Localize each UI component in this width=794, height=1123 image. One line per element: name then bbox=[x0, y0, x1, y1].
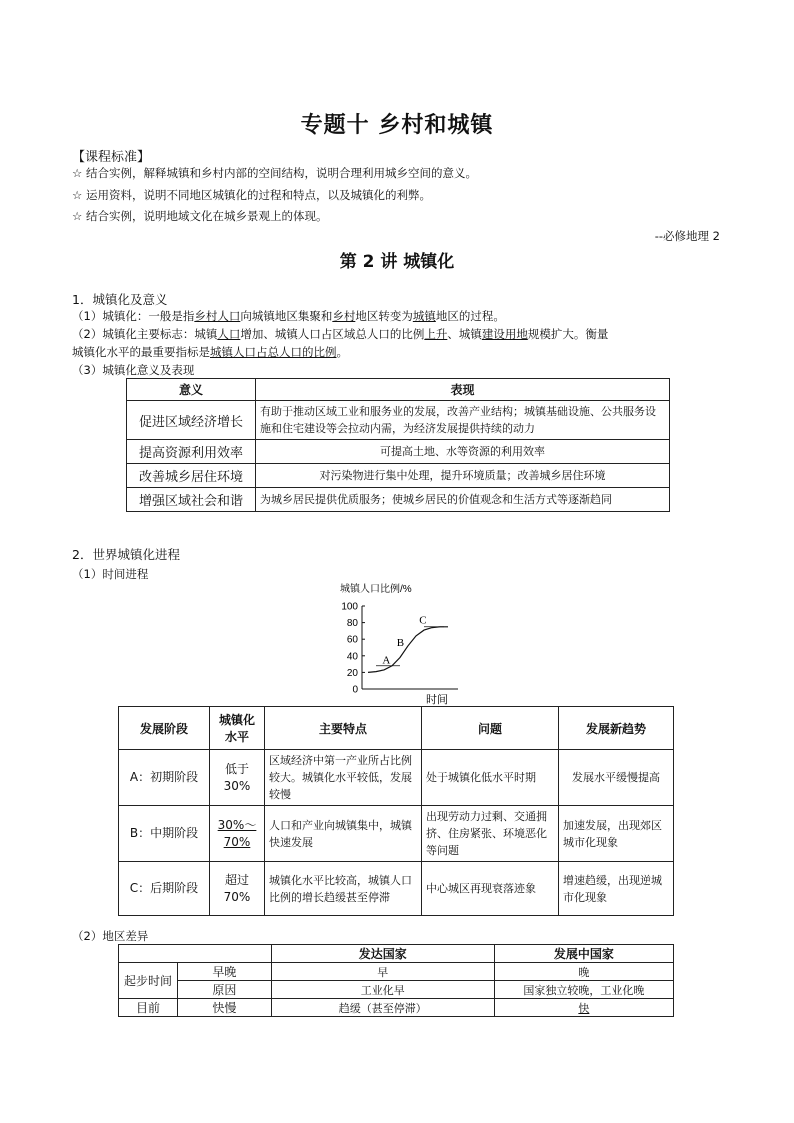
table-cell: 早 bbox=[271, 963, 494, 981]
lecture-title: 第 2 讲 城镇化 bbox=[339, 252, 455, 272]
table-cell: 工业化早 bbox=[271, 981, 494, 999]
reference-note: --必修地理 2 bbox=[654, 229, 720, 243]
table-row bbox=[119, 806, 674, 862]
subsection-heading: （3）城镇化意义及表现 bbox=[72, 363, 195, 377]
y-tick-label: 60 bbox=[346, 634, 358, 646]
indicator-line-2 bbox=[72, 343, 348, 361]
table-row bbox=[119, 999, 674, 1017]
table-header: 意义 bbox=[127, 379, 256, 401]
table-cell: 国家独立较晚，工业化晚 bbox=[494, 981, 673, 999]
keyword: 乡村 bbox=[332, 309, 356, 323]
table-cell: 处于城镇化低水平时期 bbox=[422, 750, 559, 806]
text: 、城镇 bbox=[447, 327, 482, 341]
table-header: 主要特点 bbox=[265, 707, 422, 750]
indicator-line bbox=[72, 325, 608, 343]
text: 城镇化水平的最重要指标是 bbox=[72, 345, 210, 359]
table-cell: C：后期阶段 bbox=[119, 862, 210, 916]
table-row bbox=[119, 862, 674, 916]
urbanization-chart bbox=[318, 578, 468, 706]
table-row bbox=[127, 440, 670, 464]
keyword: 城镇 bbox=[412, 309, 436, 323]
table-cell: 增强区域社会和谐 bbox=[127, 488, 256, 512]
table-cell: 城镇化水平比较高，城镇人口比例的增长趋缓甚至停滞 bbox=[265, 862, 422, 916]
text: 增加、城镇人口占区域总人口的比例 bbox=[240, 327, 425, 341]
table-cell: 快 bbox=[494, 999, 673, 1017]
y-tick-label: 40 bbox=[346, 651, 358, 663]
table-cell: 对污染物进行集中处理，提升环境质量；改善城乡居住环境 bbox=[256, 464, 670, 488]
table-header: 表现 bbox=[256, 379, 670, 401]
text: 地区转变为 bbox=[355, 309, 413, 323]
table-cell: B：中期阶段 bbox=[119, 806, 210, 862]
table-cell: 超过70% bbox=[210, 862, 265, 916]
table-cell: 区域经济中第一产业所占比例较大。城镇化水平较低，发展较慢 bbox=[265, 750, 422, 806]
table-cell: 原因 bbox=[178, 981, 272, 999]
table-cell: 促进区域经济增长 bbox=[127, 401, 256, 440]
table-cell: 有助于推动区域工业和服务业的发展，改善产业结构；城镇基础设施、公共服务设施和住宅建设等会拉动内需，为经济发展提供持续的动力 bbox=[256, 401, 670, 440]
definition-line bbox=[72, 307, 505, 325]
keyword: 建设用地 bbox=[481, 327, 528, 341]
table-cell: 低于30% bbox=[210, 750, 265, 806]
table-header: 问题 bbox=[422, 707, 559, 750]
stage-label: A bbox=[382, 654, 391, 667]
table-cell: 晚 bbox=[494, 963, 673, 981]
table-cell: 起步时间 bbox=[119, 963, 178, 999]
text: （1）城镇化：一般是指 bbox=[72, 309, 195, 323]
standard-item: ☆ 结合实例，说明地域文化在城乡景观上的体现。 bbox=[72, 209, 328, 223]
text: （2）城镇化主要标志：城镇 bbox=[72, 327, 218, 341]
table-row bbox=[119, 750, 674, 806]
table-row bbox=[127, 401, 670, 440]
keyword: 上升 bbox=[424, 327, 448, 341]
table-cell: 增速趋缓，出现逆城市化现象 bbox=[559, 862, 674, 916]
y-tick-label: 100 bbox=[341, 601, 358, 613]
table-row bbox=[119, 963, 674, 981]
y-tick-label: 80 bbox=[346, 618, 358, 630]
y-tick-label: 0 bbox=[352, 684, 358, 696]
table-cell: 早晚 bbox=[178, 963, 272, 981]
text: 。 bbox=[336, 345, 348, 359]
y-tick-label: 20 bbox=[346, 667, 358, 679]
standard-heading: 【课程标准】 bbox=[72, 150, 151, 165]
keyword: 乡村人口 bbox=[194, 309, 241, 323]
keyword: 人口 bbox=[217, 327, 241, 341]
table-cell: 为城乡居民提供优质服务；使城乡居民的价值观念和生活方式等逐渐趋同 bbox=[256, 488, 670, 512]
table-row bbox=[119, 981, 674, 999]
table-header: 城镇化水平 bbox=[210, 707, 265, 750]
significance-table bbox=[126, 378, 670, 512]
table-cell: 快慢 bbox=[178, 999, 272, 1017]
table-cell: A：初期阶段 bbox=[119, 750, 210, 806]
section-heading: 2．世界城镇化进程 bbox=[72, 547, 180, 562]
subsection-heading: （1）时间进程 bbox=[72, 567, 149, 581]
standard-item: ☆ 运用资料，说明不同地区城镇化的过程和特点，以及城镇化的利弊。 bbox=[72, 188, 431, 202]
table-cell: 提高资源利用效率 bbox=[127, 440, 256, 464]
standard-item: ☆ 结合实例，解释城镇和乡村内部的空间结构，说明合理利用城乡空间的意义。 bbox=[72, 166, 477, 180]
chart-xlabel: 时间 bbox=[426, 694, 448, 706]
table-cell: 中心城区再现衰落迹象 bbox=[422, 862, 559, 916]
section-heading: 1．城镇化及意义 bbox=[72, 292, 168, 307]
table-cell: 可提高土地、水等资源的利用效率 bbox=[256, 440, 670, 464]
table-cell: 人口和产业向城镇集中，城镇快速发展 bbox=[265, 806, 422, 862]
table-row bbox=[127, 464, 670, 488]
region-diff-table bbox=[118, 944, 674, 1017]
table-cell: 发展水平缓慢提高 bbox=[559, 750, 674, 806]
table-cell: 30%～70% bbox=[210, 806, 265, 862]
table-cell: 出现劳动力过剩、交通拥挤、住房紧张、环境恶化等问题 bbox=[422, 806, 559, 862]
table-cell: 加速发展，出现郊区城市化现象 bbox=[559, 806, 674, 862]
chart-ylabel: 城镇人口比例/% bbox=[340, 584, 412, 595]
subsection-heading: （2）地区差异 bbox=[72, 929, 149, 943]
stage-label: C bbox=[419, 614, 427, 627]
text: 规模扩大。衡量 bbox=[527, 327, 609, 341]
page-title: 专题十 乡村和城镇 bbox=[300, 113, 494, 138]
table-row bbox=[127, 488, 670, 512]
keyword: 城镇人口占总人口的比例 bbox=[210, 345, 337, 359]
text: 地区的过程。 bbox=[435, 309, 505, 323]
table-cell: 趋缓（甚至停滞） bbox=[271, 999, 494, 1017]
table-header bbox=[119, 945, 272, 963]
table-cell: 目前 bbox=[119, 999, 178, 1017]
table-header: 发展阶段 bbox=[119, 707, 210, 750]
table-header: 发展中国家 bbox=[494, 945, 673, 963]
table-header: 发展新趋势 bbox=[559, 707, 674, 750]
stage-table bbox=[118, 706, 674, 916]
table-header: 发达国家 bbox=[271, 945, 494, 963]
stage-label: B bbox=[396, 636, 405, 649]
text: 向城镇地区集聚和 bbox=[240, 309, 333, 323]
table-cell: 改善城乡居住环境 bbox=[127, 464, 256, 488]
